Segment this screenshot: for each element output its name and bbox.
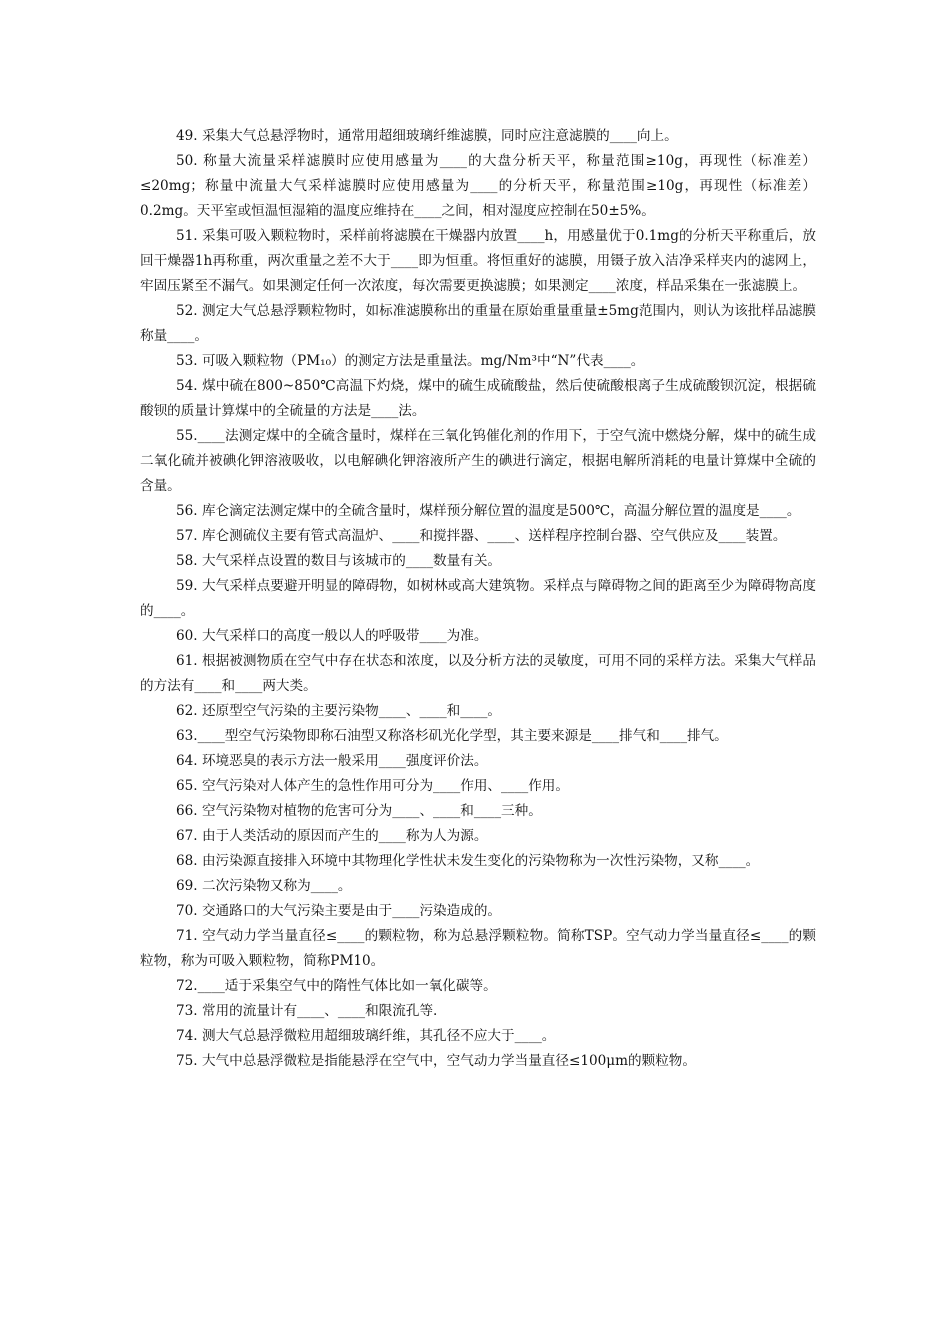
- question-50: 50. 称量大流量采样滤膜时应使用感量为____的大盘分析天平，称量范围≥10g，再现性（标准差）≤20mg；称量中流量大气采样滤膜时应使用感量为____的分析天平，称量范围≥10g，再现性（标准差）0.2mg。天平室或恒温恒湿箱的温度应维持在____之间，相对湿度应控制在50±5%。: [140, 153, 816, 219]
- question-75: 75. 大气中总悬浮微粒是指能悬浮在空气中，空气动力学当量直径≤100μm的颗粒物。: [176, 1053, 696, 1069]
- question-72: 72.____适于采集空气中的隋性气体比如一氧化碳等。: [176, 978, 497, 994]
- question-51: 51. 采集可吸入颗粒物时，采样前将滤膜在干燥器内放置____h，用感量优于0.1mg的分析天平称重后，放回干燥器1h再称重，两次重量之差不大于____即为恒重。将恒重好的滤膜，用镊子放入洁净采样夹内的滤网上，牢固压紧至不漏气。如果测定任何一次浓度，每次需要更换滤膜；如果测定____浓度，样品采集在一张滤膜上。: [140, 228, 816, 294]
- document-page: [140, 124, 816, 1074]
- question-66: 66. 空气污染物对植物的危害可分为____、____和____三种。: [176, 803, 542, 819]
- question-54: 54. 煤中硫在800~850℃高温下灼烧，煤中的硫生成硫酸盐，然后使硫酸根离子生成硫酸钡沉淀，根据硫酸钡的质量计算煤中的全硫量的方法是____法。: [140, 378, 816, 419]
- question-64: 64. 环境恶臭的表示方法一般采用____强度评价法。: [176, 753, 488, 769]
- question-62: 62. 还原型空气污染的主要污染物____、____和____。: [176, 703, 502, 719]
- question-63: 63.____型空气污染物即称石油型又称洛杉矶光化学型，其主要来源是____排气和____排气。: [176, 728, 728, 744]
- question-58: 58. 大气采样点设置的数目与该城市的____数量有关。: [176, 553, 502, 569]
- question-60: 60. 大气采样口的高度一般以人的呼吸带____为准。: [176, 628, 488, 644]
- question-65: 65. 空气污染对人体产生的急性作用可分为____作用、____作用。: [176, 778, 569, 794]
- question-56: 56. 库仑滴定法测定煤中的全硫含量时，煤样预分解位置的温度是500℃，高温分解位置的温度是____。: [176, 503, 801, 519]
- question-71: 71. 空气动力学当量直径≤____的颗粒物，称为总悬浮颗粒物。简称TSP。空气动力学当量直径≤____的颗粒物，称为可吸入颗粒物，简称PM10。: [140, 928, 816, 969]
- question-53: 53. 可吸入颗粒物（PM₁₀）的测定方法是重量法。mg/Nm³中“N”代表____。: [176, 353, 645, 369]
- question-73: 73. 常用的流量计有____、____和限流孔等.: [176, 1003, 438, 1019]
- question-69: 69. 二次污染物又称为____。: [176, 878, 352, 894]
- question-59: 59. 大气采样点要避开明显的障碍物，如树林或高大建筑物。采样点与障碍物之间的距离至少为障碍物高度的____。: [140, 578, 816, 619]
- question-68: 68. 由污染源直接排入环境中其物理化学性状未发生变化的污染物称为一次性污染物，又称____。: [176, 853, 760, 869]
- question-57: 57. 库仑测硫仪主要有管式高温炉、____和搅拌器、____、送样程序控制台器、空气供应及____装置。: [176, 528, 787, 544]
- question-55: 55.____法测定煤中的全硫含量时，煤样在三氧化钨催化剂的作用下，于空气流中燃烧分解，煤中的硫生成二氧化硫并被碘化钾溶液吸收，以电解碘化钾溶液所产生的碘进行滴定，根据电解所消耗的电量计算煤中全硫的含量。: [140, 428, 816, 494]
- question-61: 61. 根据被测物质在空气中存在状态和浓度，以及分析方法的灵敏度，可用不同的采样方法。采集大气样品的方法有____和____两大类。: [140, 653, 816, 694]
- question-67: 67. 由于人类活动的原因而产生的____称为人为源。: [176, 828, 488, 844]
- question-52: 52. 测定大气总悬浮颗粒物时，如标准滤膜称出的重量在原始重量重量±5mg范围内，则认为该批样品滤膜称量____。: [140, 303, 816, 344]
- question-74: 74. 测大气总悬浮微粒用超细玻璃纤维，其孔径不应大于____。: [176, 1028, 556, 1044]
- question-70: 70. 交通路口的大气污染主要是由于____污染造成的。: [176, 903, 502, 919]
- question-49: 49. 采集大气总悬浮物时，通常用超细玻璃纤维滤膜，同时应注意滤膜的____向上。: [176, 128, 678, 144]
